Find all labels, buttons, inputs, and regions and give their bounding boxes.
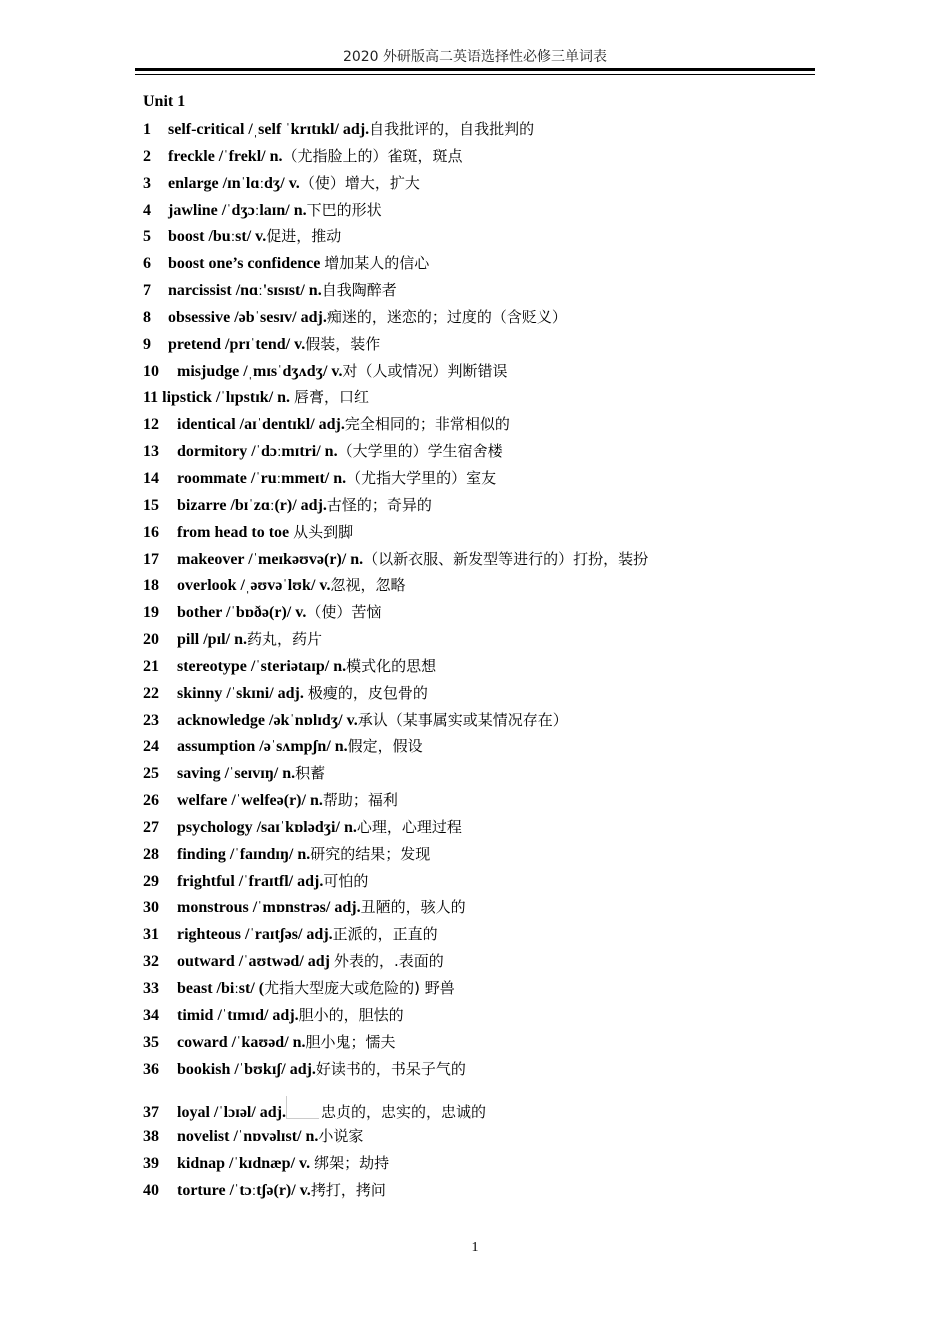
entry-word: timid /ˈtɪmɪd/ adj. bbox=[177, 1006, 299, 1024]
entry-meaning: 绑架；劫持 bbox=[314, 1154, 390, 1173]
entry-meaning: 忠贞的，忠实的，忠诚的 bbox=[321, 1103, 487, 1122]
entry-word: loyal /ˈlɔɪəl/ adj. bbox=[177, 1104, 287, 1122]
entry-number: 1 bbox=[143, 121, 151, 138]
entry-word: from head to toe bbox=[177, 523, 294, 541]
header-rule-thin bbox=[135, 74, 815, 75]
page-header: 2020 外研版高二英语选择性必修三单词表 bbox=[342, 49, 608, 65]
entry-meaning: 自我陶醉者 bbox=[321, 281, 397, 300]
entry-number: 22 bbox=[143, 684, 159, 702]
entry-meaning: （尤指大学里的）室友 bbox=[346, 468, 497, 487]
entry-word: pretend /prɪˈtend/ v. bbox=[168, 335, 306, 353]
list-item bbox=[143, 143, 823, 170]
entry-word: outward /ˈaʊtwəd/ adj bbox=[177, 953, 334, 971]
list-item bbox=[143, 519, 823, 546]
entry-number: 23 bbox=[143, 711, 159, 729]
entry-word: saving /ˈseɪvɪŋ/ n. bbox=[177, 765, 296, 783]
list-item bbox=[143, 438, 823, 465]
entry-meaning: 增加某人的信心 bbox=[324, 254, 430, 273]
entry-number: 5 bbox=[143, 228, 151, 246]
entry-word: jawline /ˈdʒɔːlaɪn/ n. bbox=[168, 201, 307, 219]
list-item bbox=[143, 304, 823, 331]
entry-meaning: 药丸，药片 bbox=[246, 630, 322, 649]
list-item bbox=[143, 223, 823, 250]
entry-word: dormitory /ˈdɔːmɪtri/ n. bbox=[177, 443, 338, 461]
entry-meaning: 唇膏，口红 bbox=[294, 388, 370, 407]
entry-meaning: 胆小的，胆怯的 bbox=[298, 1005, 404, 1024]
entry-number: 29 bbox=[143, 872, 159, 890]
list-item bbox=[143, 411, 823, 438]
vocabulary-list bbox=[143, 116, 823, 1204]
entry-number: 13 bbox=[143, 443, 159, 461]
list-item bbox=[143, 894, 823, 921]
entry-number: 2 bbox=[143, 147, 151, 165]
entry-meaning: 心理，心理过程 bbox=[356, 817, 462, 836]
entry-number: 14 bbox=[143, 469, 159, 487]
entry-number: 8 bbox=[143, 308, 151, 326]
list-item bbox=[143, 841, 823, 868]
entry-meaning: （以新衣服、新发型等进行的）打扮，装扮 bbox=[363, 549, 649, 568]
entry-number: 34 bbox=[143, 1006, 159, 1024]
entry-meaning: （使）增大，扩大 bbox=[299, 173, 420, 192]
entry-word: freckle /ˈfrekl/ n. bbox=[168, 147, 283, 165]
list-item bbox=[143, 626, 823, 653]
entry-word: pill /pɪl/ n. bbox=[177, 631, 247, 649]
entry-meaning: 痴迷的，迷恋的；过度的（含贬义） bbox=[326, 307, 567, 326]
list-item bbox=[143, 975, 823, 1002]
entry-number: 26 bbox=[143, 792, 159, 810]
entry-number: 33 bbox=[143, 980, 159, 997]
entry-word: boost one’s confidence bbox=[168, 255, 325, 273]
entry-word: righteous /ˈraɪtʃəs/ adj. bbox=[177, 926, 333, 944]
list-item bbox=[143, 546, 823, 573]
entry-meaning: 下巴的形状 bbox=[306, 200, 382, 219]
list-item bbox=[143, 948, 823, 975]
entry-number: 37 bbox=[143, 1104, 159, 1122]
header-rule-thick bbox=[135, 68, 815, 71]
entry-number: 15 bbox=[143, 496, 159, 514]
unit-title: Unit 1 bbox=[143, 93, 186, 110]
entry-number: 12 bbox=[143, 416, 159, 434]
entry-word: coward /ˈkaʊəd/ n. bbox=[177, 1033, 306, 1051]
entry-word: psychology /saɪˈkɒlədʒi/ n. bbox=[177, 818, 357, 836]
entry-number: 25 bbox=[143, 765, 159, 783]
list-item bbox=[143, 1123, 823, 1150]
entry-number: 35 bbox=[143, 1033, 159, 1051]
entry-number: 24 bbox=[143, 738, 159, 756]
entry-number: 3 bbox=[143, 174, 151, 192]
list-item bbox=[143, 277, 823, 304]
list-item bbox=[143, 733, 823, 760]
list-item bbox=[143, 1096, 823, 1123]
entry-meaning: 对（人或情况）判断错误 bbox=[342, 361, 508, 380]
entry-meaning: 尤指大型庞大或危险的) 野兽 bbox=[264, 979, 455, 997]
list-item bbox=[143, 465, 823, 492]
entry-number: 31 bbox=[143, 926, 159, 944]
entry-word: acknowledge /əkˈnɒlɪdʒ/ v. bbox=[177, 711, 358, 729]
entry-meaning: 古怪的；奇异的 bbox=[326, 495, 432, 514]
entry-meaning: 正派的，正直的 bbox=[332, 925, 438, 944]
entry-number: 6 bbox=[143, 255, 151, 273]
entry-meaning: 承认（某事属实或某情况存在） bbox=[357, 710, 568, 729]
list-item bbox=[143, 1056, 823, 1083]
list-item bbox=[143, 599, 823, 626]
list-item bbox=[143, 921, 823, 948]
entry-meaning: 胆小鬼；懦夫 bbox=[305, 1032, 396, 1051]
list-item bbox=[143, 384, 823, 411]
entry-word: assumption /əˈsʌmpʃn/ n. bbox=[177, 738, 348, 756]
entry-meaning: 假定，假设 bbox=[347, 737, 423, 756]
entry-meaning: 外表的，.表面的 bbox=[333, 952, 444, 971]
list-item bbox=[143, 814, 823, 841]
entry-meaning: 丑陋的，骇人的 bbox=[360, 898, 466, 917]
text-cursor-marker bbox=[286, 1096, 319, 1119]
list-item bbox=[143, 653, 823, 680]
entry-word: misjudge /ˌmɪsˈdʒʌdʒ/ v. bbox=[177, 362, 343, 380]
entry-number: 17 bbox=[143, 550, 159, 568]
entry-number: 36 bbox=[143, 1060, 159, 1078]
list-item bbox=[143, 1029, 823, 1056]
entry-word: boost /buːst/ v. bbox=[168, 228, 267, 246]
entry-meaning: 帮助；福利 bbox=[322, 791, 398, 810]
entry-number: 19 bbox=[143, 604, 159, 622]
entry-word: identical /aɪˈdentɪkl/ adj. bbox=[177, 416, 345, 434]
entry-meaning: 促进，推动 bbox=[266, 227, 342, 246]
entry-number: 7 bbox=[143, 282, 151, 300]
list-item bbox=[143, 680, 823, 707]
list-item bbox=[143, 760, 823, 787]
entry-word: makeover /ˈmeɪkəʊvə(r)/ n. bbox=[177, 550, 364, 568]
entry-number: 32 bbox=[143, 953, 159, 971]
entry-word: narcissist /nɑː'sɪsɪst/ n. bbox=[168, 282, 322, 300]
entry-number: 27 bbox=[143, 818, 159, 836]
list-item bbox=[143, 116, 823, 143]
entry-word: welfare /ˈwelfeə(r)/ n. bbox=[177, 792, 323, 810]
entry-word: bizarre /bɪˈzɑː(r)/ adj. bbox=[177, 496, 327, 514]
entry-word: beast /biːst/ ( bbox=[177, 980, 265, 997]
entry-word: torture /ˈtɔːtʃə(r)/ v. bbox=[177, 1181, 311, 1199]
entry-number: 4 bbox=[143, 201, 151, 219]
entry-number: 21 bbox=[143, 657, 159, 675]
entry-meaning: 可怕的 bbox=[323, 871, 369, 890]
entry-word: self-critical /ˌself ˈkrɪtɪkl/ adj. bbox=[168, 121, 370, 138]
entry-word: overlook /ˌəʊvəˈlʊk/ v. bbox=[177, 577, 331, 595]
entry-meaning: 完全相同的；非常相似的 bbox=[344, 415, 510, 434]
entry-meaning: 从头到脚 bbox=[293, 522, 354, 541]
entry-meaning: （使）苦恼 bbox=[306, 603, 382, 622]
entry-number: 28 bbox=[143, 845, 159, 863]
entry-number: 9 bbox=[143, 335, 151, 353]
entry-word: frightful /ˈfraɪtfl/ adj. bbox=[177, 872, 324, 890]
entry-number: 10 bbox=[143, 362, 159, 380]
entry-word: kidnap /ˈkɪdnæp/ v. bbox=[177, 1155, 315, 1173]
entry-word: skinny /ˈskɪni/ adj. bbox=[177, 684, 308, 702]
entry-word: novelist /ˈnɒvəlɪst/ n. bbox=[177, 1128, 319, 1146]
list-item bbox=[143, 868, 823, 895]
entry-number: 18 bbox=[143, 577, 159, 595]
list-item bbox=[143, 197, 823, 224]
entry-word: obsessive /əbˈsesɪv/ adj. bbox=[168, 308, 327, 326]
entry-meaning: 假装，装作 bbox=[305, 334, 381, 353]
list-item bbox=[143, 707, 823, 734]
entry-number: 11 bbox=[143, 389, 159, 407]
entry-word: bother /ˈbɒðə(r)/ v. bbox=[177, 604, 307, 622]
entry-word: lipstick /ˈlɪpstɪk/ n. bbox=[162, 389, 295, 407]
entry-meaning: 拷打，拷问 bbox=[310, 1180, 386, 1199]
entry-number: 30 bbox=[143, 899, 159, 917]
entry-meaning: 忽视，忽略 bbox=[330, 576, 406, 595]
entry-word: roommate /ˈruːmmeɪt/ n. bbox=[177, 469, 347, 487]
entry-word: monstrous /ˈmɒnstrəs/ adj. bbox=[177, 899, 361, 917]
list-item bbox=[143, 492, 823, 519]
entry-word: stereotype /ˈsteriətaɪp/ n. bbox=[177, 657, 347, 675]
list-item bbox=[143, 1002, 823, 1029]
list-item bbox=[143, 250, 823, 277]
entry-word: enlarge /ɪnˈlɑːdʒ/ v. bbox=[168, 174, 300, 192]
list-item bbox=[143, 1150, 823, 1177]
entry-number: 39 bbox=[143, 1155, 159, 1173]
entry-meaning: 研究的结果；发现 bbox=[310, 844, 431, 863]
entry-number: 40 bbox=[143, 1181, 159, 1199]
list-item bbox=[143, 170, 823, 197]
list-item bbox=[143, 331, 823, 358]
entry-number: 16 bbox=[143, 523, 159, 541]
entry-meaning: 极瘦的，皮包骨的 bbox=[307, 683, 428, 702]
list-item bbox=[143, 787, 823, 814]
entry-meaning: 模式化的思想 bbox=[346, 656, 437, 675]
entry-meaning: 小说家 bbox=[318, 1127, 364, 1146]
entry-meaning: 好读书的，书呆子气的 bbox=[315, 1059, 466, 1078]
entry-number: 38 bbox=[143, 1128, 159, 1146]
entry-meaning: 自我批评的，自我批判的 bbox=[369, 120, 535, 138]
entry-word: finding /ˈfaɪndɪŋ/ n. bbox=[177, 845, 311, 863]
page-number: 1 bbox=[471, 1240, 479, 1255]
list-item bbox=[143, 1177, 823, 1204]
entry-number: 20 bbox=[143, 631, 159, 649]
entry-meaning: （大学里的）学生宿舍楼 bbox=[337, 442, 503, 461]
list-item bbox=[143, 572, 823, 599]
entry-meaning: （尤指脸上的）雀斑，斑点 bbox=[282, 146, 463, 165]
list-item bbox=[143, 358, 823, 385]
entry-meaning: 积蓄 bbox=[295, 764, 326, 783]
entry-word: bookish /ˈbʊkɪʃ/ adj. bbox=[177, 1060, 316, 1078]
